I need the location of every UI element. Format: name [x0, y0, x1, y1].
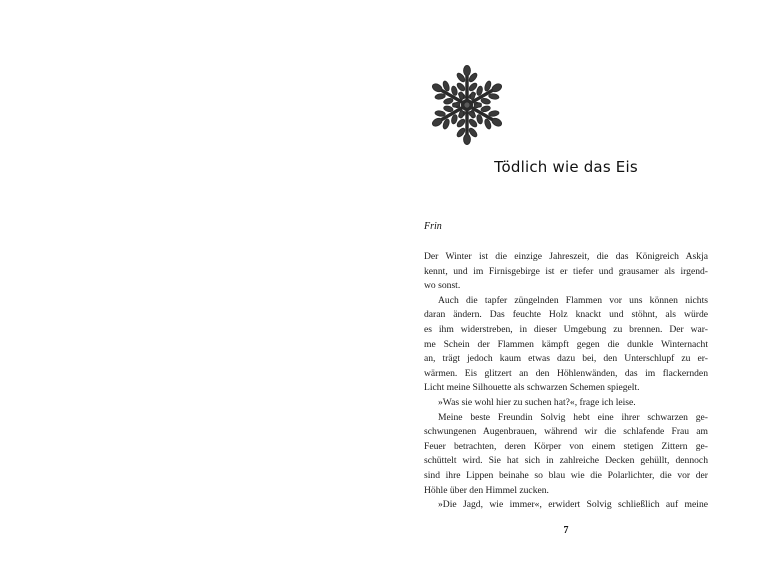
- pov-character-label: Frin: [424, 221, 442, 232]
- chapter-body-text: [424, 250, 708, 513]
- text-line: an, trägt jedoch kaum etwas dazu bei, den Unterschlupf zu er-: [424, 353, 708, 365]
- text-line: kennt, und im Firnisgebirge ist er tiefer und grausamer als irgend-: [424, 265, 708, 277]
- text-line: »Die Jagd, wie immer«, erwidert Solvig schließlich auf meine: [438, 499, 708, 511]
- text-line: »Was sie wohl hier zu suchen hat?«, frage ich leise.: [438, 396, 636, 408]
- text-line: wärmen. Eis glitzert an den Höhlenwänden, das im flackernden: [424, 367, 708, 379]
- text-line: Auch die tapfer züngelnden Flammen vor uns können nichts: [438, 294, 708, 306]
- text-line: Der Winter ist die einzige Jahreszeit, die das Königreich Askja: [424, 251, 708, 262]
- text-line: schüttelt wird. Sie hat sich in zahlreiche Decken gehüllt, dennoch: [424, 455, 708, 467]
- text-line: es ihm widerstreben, in dieser Umgebung zu brennen. Der war-: [424, 323, 708, 335]
- text-line: daran ändern. Das feuchte Holz knackt und stöhnt, als würde: [424, 309, 708, 321]
- text-line: me Schein der Flammen kämpft gegen die dunkle Winternacht: [424, 338, 708, 350]
- text-line: Höhle über den Himmel zucken.: [424, 484, 549, 496]
- text-line: Feuer betrachten, deren Körper von einem stetigen Zittern ge-: [424, 440, 708, 452]
- text-line: Meine beste Freundin Solvig hebt eine ihrer schwarzen ge-: [438, 411, 708, 423]
- chapter-title: Tödlich wie das Eis: [494, 158, 638, 176]
- text-line: wo sonst.: [424, 280, 461, 292]
- text-line: Licht meine Silhouette als schwarzen Schemen spiegelt.: [424, 382, 640, 394]
- snowflake-icon: [424, 62, 510, 148]
- text-line: sind ihre Lippen beinahe so blau wie die Polarlichter, die vor der: [424, 469, 708, 481]
- text-line: schwungenen Augenbrauen, während wir die schlafende Frau am: [424, 426, 708, 438]
- page-number: 7: [563, 525, 569, 536]
